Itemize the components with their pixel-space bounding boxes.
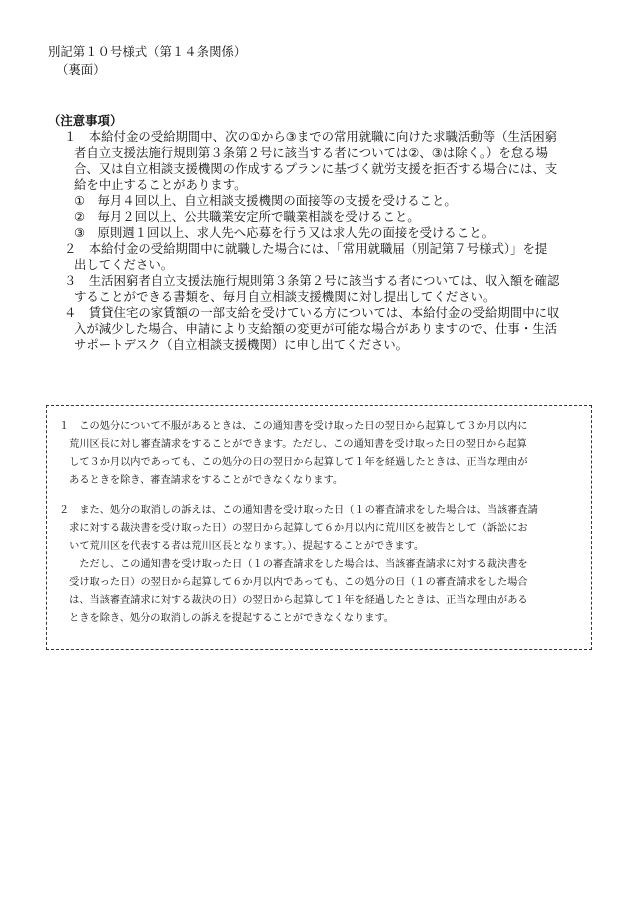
appeal-line: して３か月以内であっても、この処分の日の翌日から起算して１年を経過したときは、正当な理由が — [59, 457, 528, 468]
note-sub-item: ② 毎月２回以上、公共職業安定所で職業相談を受けること。 — [74, 209, 420, 224]
note-sub-item: ① 毎月４回以上、自立相談支援機関の面接等の支援を受けること。 — [74, 193, 457, 208]
note-item — [48, 129, 588, 241]
note-item — [48, 305, 588, 353]
appeal-paragraph — [59, 418, 583, 490]
appeal-paragraph — [59, 502, 583, 628]
appeal-notice-box — [46, 405, 592, 650]
appeal-line: ときを除き、処分の取消しの訴えを提起することができなくなります。 — [59, 613, 394, 624]
note-item — [48, 241, 588, 273]
side-label: （裏面） — [56, 62, 106, 77]
appeal-line: ２ また、処分の取消しの訴えは、この通知書を受け取った日（１の審査請求をした場合は、当該審査請 — [59, 505, 538, 516]
appeal-notice-text — [59, 418, 583, 640]
appeal-line: あるときを除き、審査請求をすることができなくなります。 — [59, 475, 344, 486]
appeal-line: は、当該審査請求に対する裁決の日）の翌日から起算して１年を経過したときは、正当な理由がある — [59, 595, 528, 606]
note-line: ４ 賃貸住宅の家賃額の一部支給を受けている方については、本給付金の受給期間中に収 — [64, 305, 560, 320]
appeal-line: 荒川区長に対し審査請求をすることができます。ただし、この通知書を受け取った日の翌日から起算 — [59, 439, 527, 450]
note-line: 給を中止することがあります。 — [74, 177, 247, 192]
note-line: １ 本給付金の受給期間中、次の①から③までの常用就職に向けた求職活動等（生活困窮 — [64, 129, 558, 144]
form-title: 別記第１０号様式（第１４条関係） — [48, 44, 247, 59]
note-item — [48, 273, 588, 305]
appeal-line: １ この処分について不服があるときは、この通知書を受け取った日の翌日から起算して３か月以内に — [59, 421, 528, 432]
appeal-line: いて荒川区を代表する者は荒川区長となります。）、提起することができます。 — [59, 541, 425, 552]
appeal-line: 求に対する裁決書を受け取った日）の翌日から起算して６か月以内に荒川区を被告として（訴訟にお — [59, 523, 528, 534]
note-line: ２ 本給付金の受給期間中に就職した場合には、「常用就職届（別記第７号様式）」を提 — [64, 241, 548, 256]
note-line: することができる書類を、毎月自立相談支援機関に対し提出してください。 — [74, 289, 496, 304]
note-line: 者自立支援法施行規則第３条第２号に該当する者については②、③は除く。）を怠る場 — [74, 145, 548, 160]
note-line: 入が減少した場合、申請により支給額の変更が可能な場合がありますので、仕事・生活 — [74, 321, 557, 336]
note-sub-item: ③ 原則週１回以上、求人先へ応募を行う又は求人先の面接を受けること。 — [74, 225, 494, 240]
note-line: サポートデスク（自立相談支援機関）に申し出てください。 — [74, 337, 409, 352]
notes-heading: （注意事項） — [48, 113, 123, 128]
appeal-line: 受け取った日）の翌日から起算して６か月以内であっても、この処分の日（１の審査請求をした場合 — [59, 577, 528, 588]
appeal-line: ただし、この通知書を受け取った日（１の審査請求をした場合は、当該審査請求に対する裁決書を — [59, 559, 528, 570]
note-line: 合、又は自立相談支援機関の作成するプランに基づく就労支援を拒否する場合には、支 — [74, 161, 558, 176]
note-line: ３ 生活困窮者自立支援法施行規則第３条第２号に該当する者については、収入額を確認 — [64, 273, 560, 288]
notes-list — [48, 129, 588, 353]
note-line: 出してください。 — [74, 257, 174, 272]
